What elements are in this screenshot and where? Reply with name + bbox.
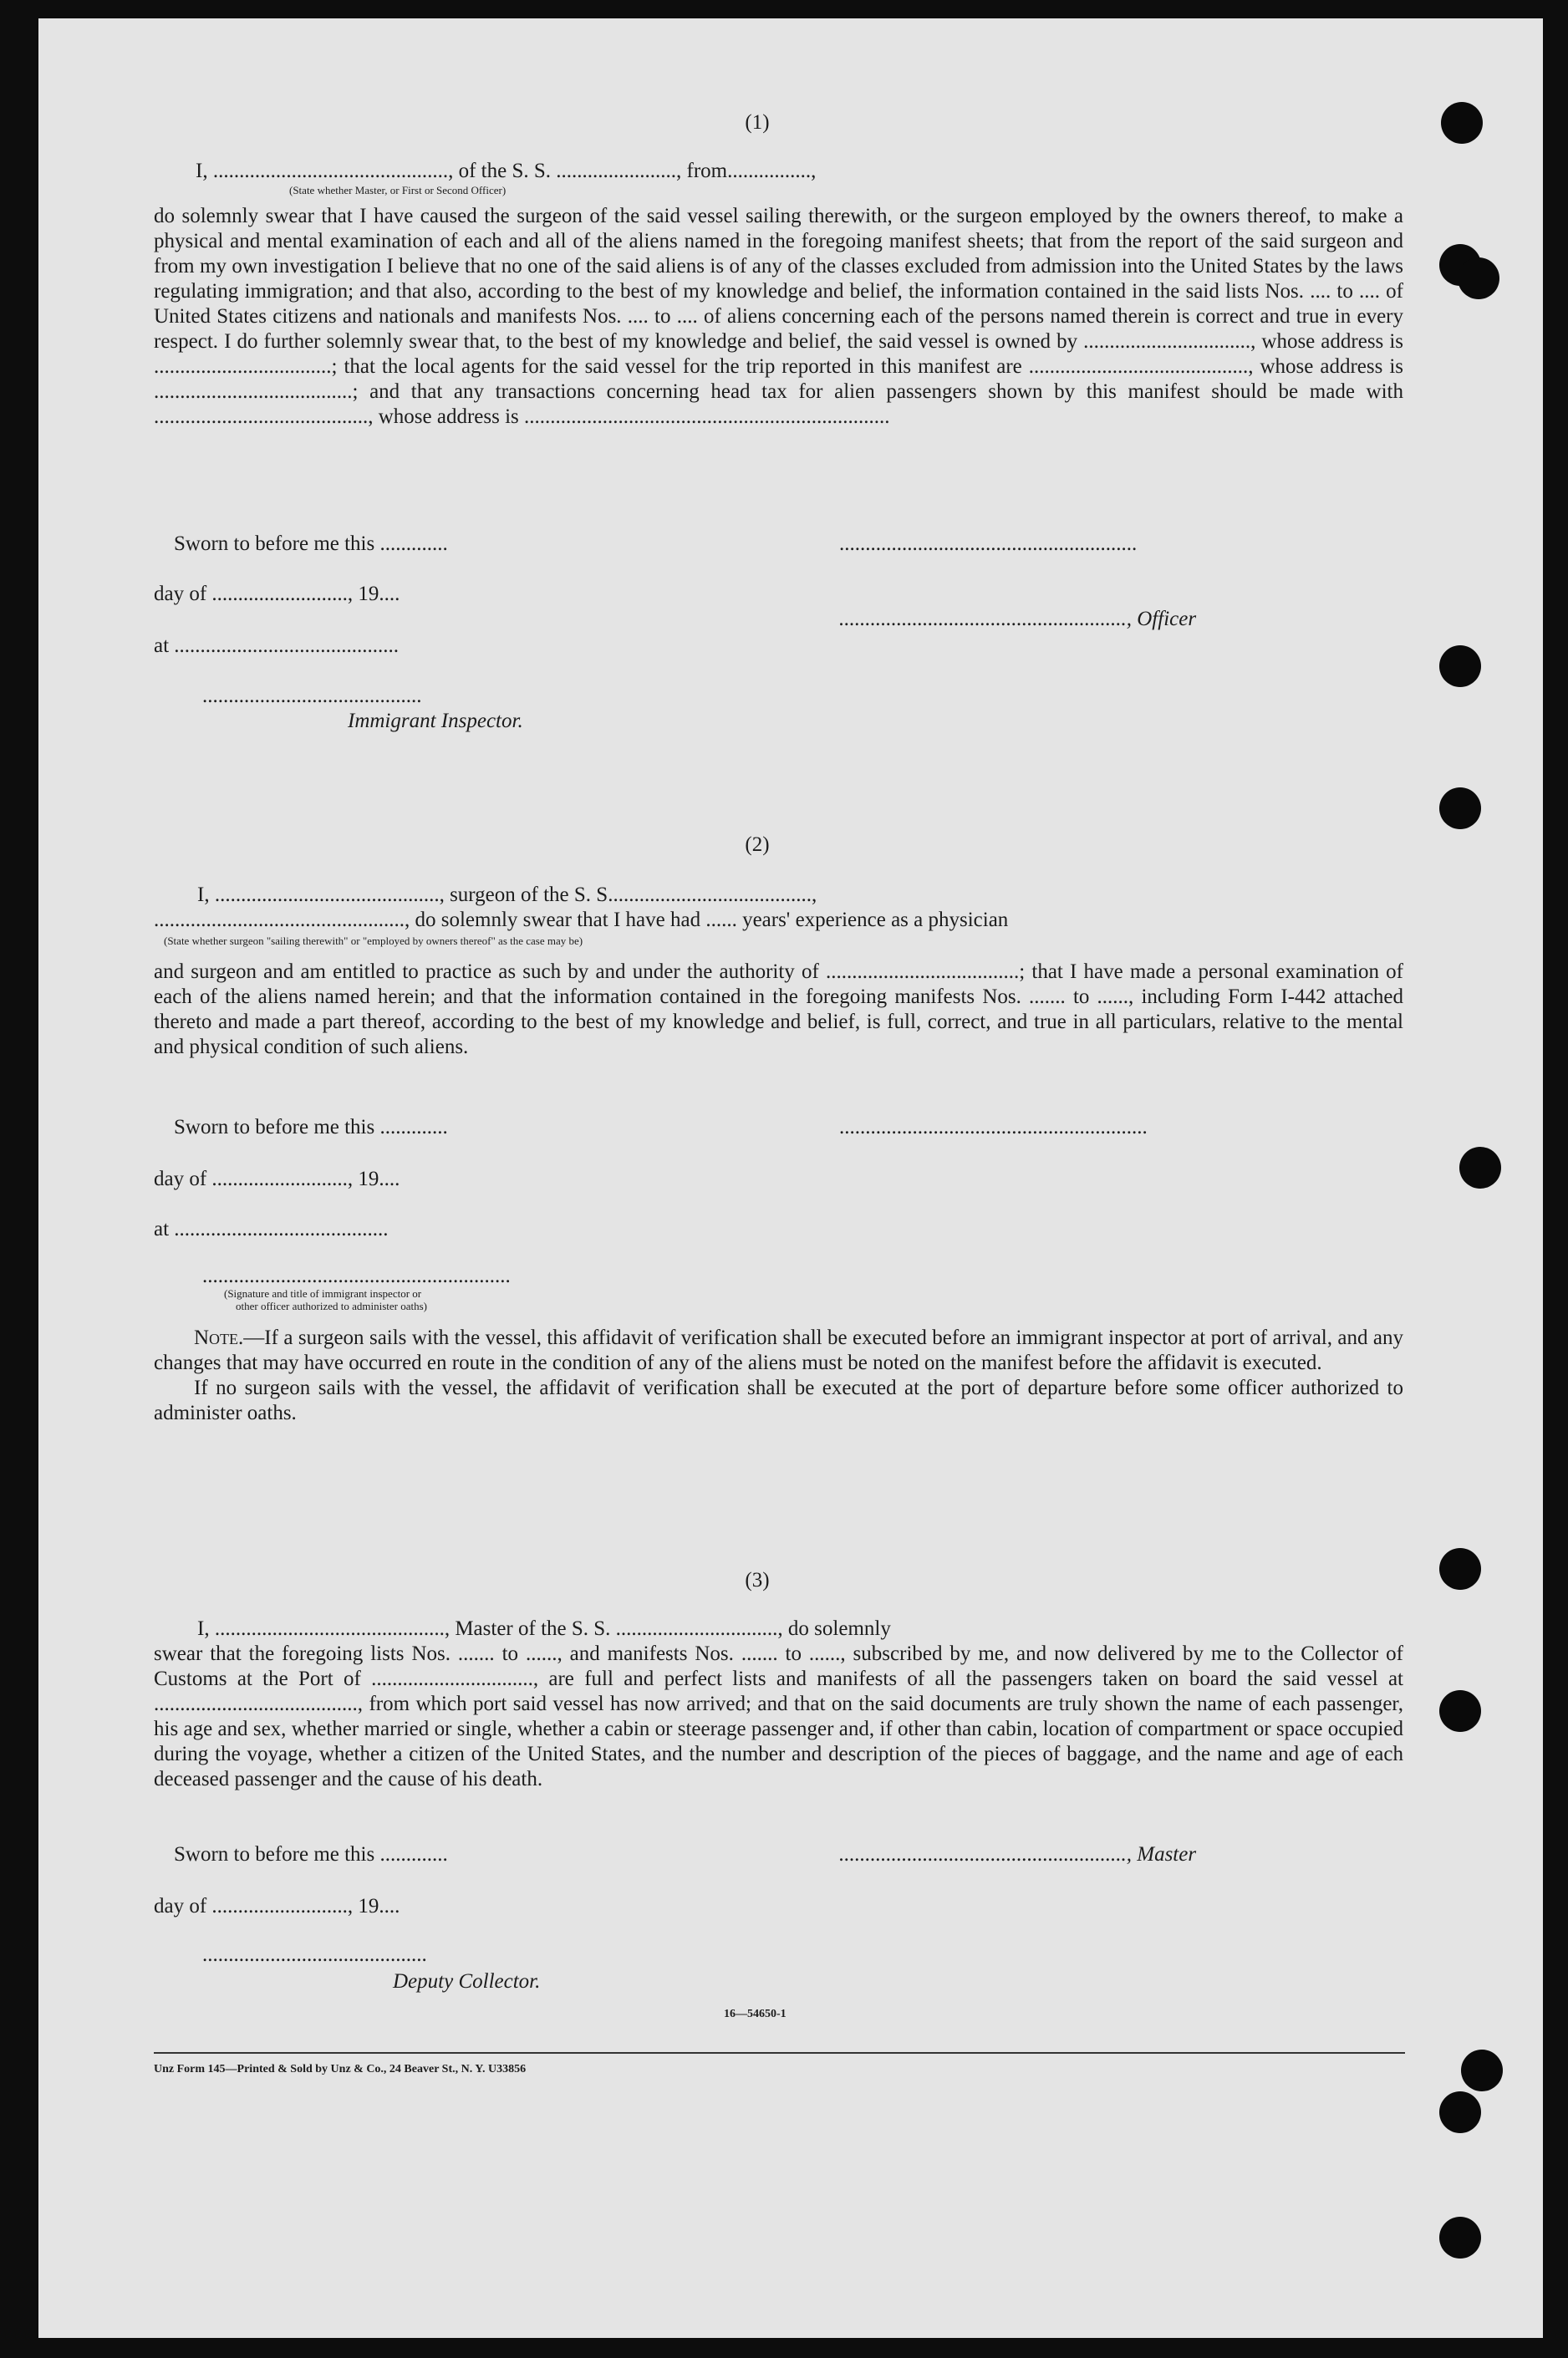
section-1-oath-paragraph: do solemnly swear that I have caused the surgeon of the said vessel sailing therewith, or the surgeon employed by the owners thereof, to make a physical and mental examination of each and all of the aliens named in the foregoing manifest sheets; that from the report of the said surgeon and from my own investigation I believe that no one of the said aliens is of any of the classes excluded from admission into the United States by the laws regulating immigration; and that also, according to the best of my knowledge and belief, the information contained in the said lists Nos. .... to .... of United States citizens and nationals and manifests Nos. .... to .... of aliens concerning each of the persons named therein is correct and true in every respect. I do further solemnly swear that, to the best of my knowledge and belief, the said vessel is owned by ................................, whose address is ..................................; that the local agents for the said vessel for the trip reported in this manifest are .........................................., whose address is ......................................; and that any transactions concerning head tax for alien passengers shown by this manifest should be made with ........................................., whose address is ...................................................................... [154, 205, 1403, 428]
punch-hole-icon [1439, 1690, 1481, 1732]
section-3-number: (3) [745, 1569, 770, 1592]
section-3-collector-signature-line: ........................................... [202, 1943, 427, 1966]
footer-rule [154, 2052, 1405, 2054]
section-2-inspector-title-2: other officer authorized to administer oaths) [236, 1300, 427, 1312]
section-1-officer-signature: ......................................................., Officer [839, 608, 1197, 630]
punch-hole-icon [1439, 787, 1481, 829]
punch-hole-icon [1439, 2091, 1481, 2133]
punch-hole-icon [1458, 257, 1499, 299]
section-3-master-signature: ......................................................., Master [839, 1843, 1197, 1866]
printer-footer: Unz Form 145—Printed & Sold by Unz & Co., 24 Beaver St., N. Y. U33856 [154, 2063, 527, 2075]
section-2-inspector-signature-line: ........................................................... [202, 1265, 511, 1287]
section-3-oath-paragraph: swear that the foregoing lists Nos. ....... to ......, and manifests Nos. ....... to ......, subscribed by me, and now delivered by me to the Collector of Customs at the Port of ..............................., are full and perfect lists and manifests of all the passengers taken on board the said vessel at ......................................., from which port said vessel has now arrived; and that on the said documents are truly shown the name of each passenger, his age and sex, whether married or single, whether a cabin or steerage passenger and, if other than cabin, location of compartment or space occupied during the voyage, whether a citizen of the United States, and the number and description of the pieces of baggage, and the name and age of each deceased passenger and the cause of his death. [154, 1642, 1403, 1790]
section-2-oath-paragraph: and surgeon and am entitled to practice as such by and under the authority of .....................................; that I have made a personal examination of each of the aliens named herein; and that the information contained in the foregoing manifests Nos. ....... to ......, including Form I-442 attached thereto and made a part thereof, according to the best of my knowledge and belief, is full, correct, and true in all particulars, relative to the mental and physical condition of such aliens. [154, 960, 1403, 1058]
section-2-number: (2) [745, 833, 770, 856]
section-2-inspector-title-1: (Signature and title of immigrant inspector or [224, 1287, 422, 1300]
section-2-day-line: day of .........................., 19.... [154, 1168, 400, 1190]
section-1-inspector-title: Immigrant Inspector. [348, 710, 523, 732]
section-2-heading-line: I, ..........................................., surgeon of the S. S......................................., [197, 884, 817, 906]
section-2-sworn-line: Sworn to before me this ............. [174, 1116, 448, 1138]
punch-hole-icon [1459, 1147, 1501, 1189]
section-2-second-line: ................................................, do solemnly swear that I have had ...... years' experience as a physician [154, 909, 1009, 931]
section-1-heading-line: I, ............................................., of the S. S. ......................., from................, [196, 160, 817, 182]
punch-hole-icon [1439, 2217, 1481, 2259]
section-2-note: Note.—If a surgeon sails with the vessel, this affidavit of verification shall be executed before an immigrant inspector at port of arrival, and any changes that may have occurred en route in the condition of any of the aliens must be noted on the manifest before the affidavit is executed. If no surgeon sails with the vessel, the affidavit of verification shall be executed at the port of departure before some officer authorized to administer oaths. [154, 1327, 1403, 1424]
section-2-at-line: at ......................................... [154, 1218, 389, 1240]
section-1-inspector-signature-line: .......................................... [202, 685, 422, 707]
section-1-day-line: day of .........................., 19.... [154, 583, 400, 605]
section-1-sworn-line: Sworn to before me this ............. [174, 532, 448, 555]
section-1-officer-note: (State whether Master, or First or Second Officer) [289, 184, 507, 196]
section-3-collector-title: Deputy Collector. [393, 1970, 541, 1993]
punch-hole-icon [1439, 645, 1481, 687]
section-1-officer-signature-top: ......................................................... [839, 532, 1138, 555]
section-3-day-line: day of .........................., 19.... [154, 1895, 400, 1917]
form-code: 16—54650-1 [724, 2008, 787, 2020]
section-2-signature-line: ........................................................... [839, 1116, 1148, 1138]
section-1-number: (1) [745, 111, 770, 134]
manifest-affidavit-page [38, 18, 1543, 2338]
section-3-sworn-line: Sworn to before me this ............. [174, 1843, 448, 1866]
punch-hole-icon [1461, 2050, 1503, 2091]
section-2-surgeon-note: (State whether surgeon "sailing therewith" or "employed by owners thereof" as the case may be) [164, 935, 583, 947]
section-1-at-line: at ........................................... [154, 634, 400, 657]
section-3-heading-line: I, ............................................, Master of the S. S. ..............................., do solemnly [197, 1617, 891, 1640]
